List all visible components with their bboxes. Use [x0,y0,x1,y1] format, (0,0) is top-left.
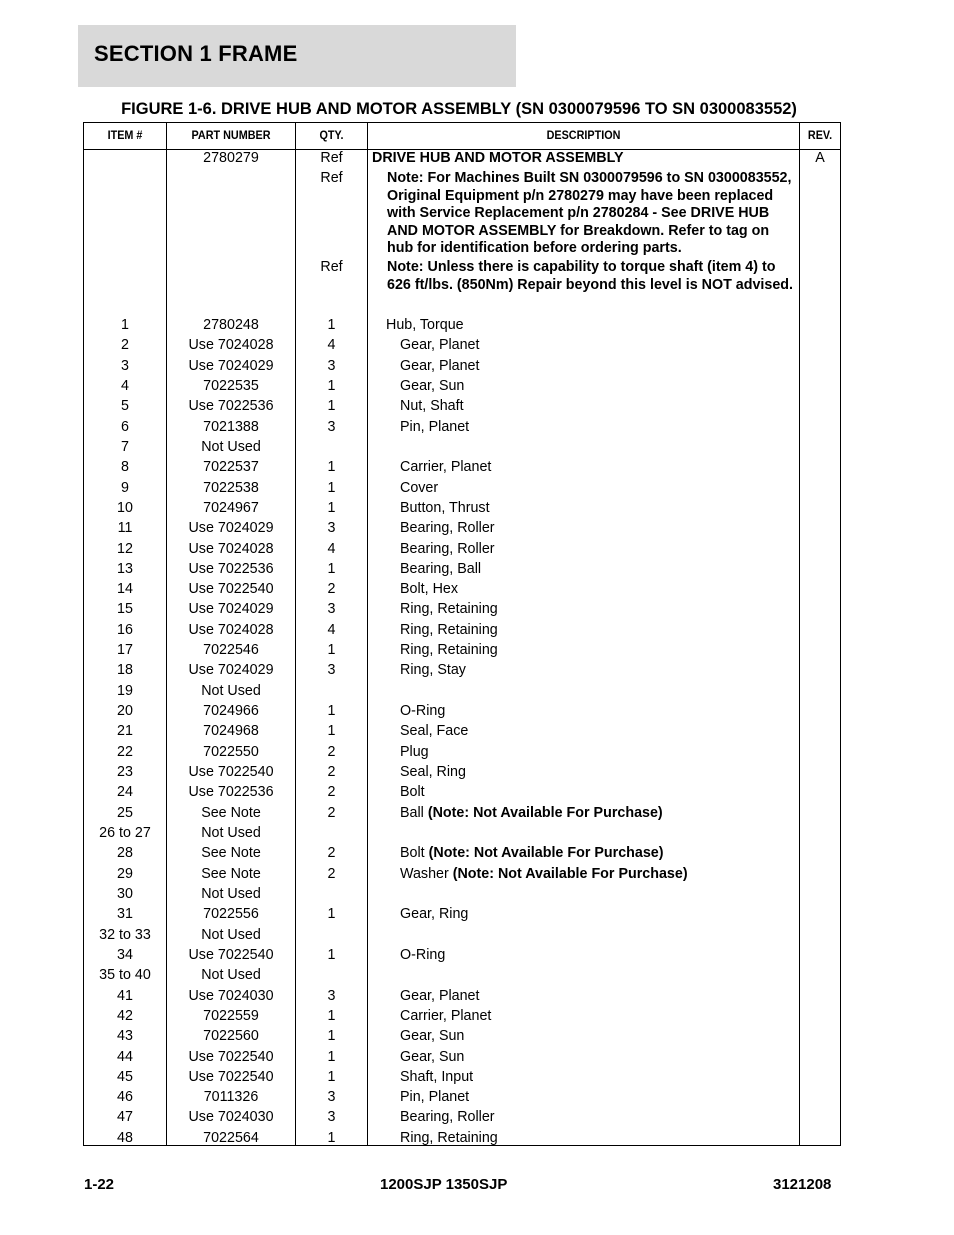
part-number: See Note [201,805,261,821]
description [400,723,822,741]
part-number: Use 7024028 [188,541,274,557]
part-number: Use 7024030 [188,1109,274,1125]
description [400,459,822,477]
description [386,317,808,335]
part-number: Not Used [201,439,261,455]
description [400,805,822,823]
quantity: 3 [327,601,336,617]
quantity: 1 [327,378,336,394]
part-number: 7024967 [203,500,259,516]
item-number: 1 [121,317,129,333]
description-text: Ring, Retaining [400,622,498,638]
description-text: Nut, Shaft [400,398,464,414]
item-number: 7 [121,439,129,455]
part-number: Use 7022540 [188,581,274,597]
section-banner [78,25,516,87]
part-number: 7022560 [203,1028,259,1044]
part-number: Not Used [201,927,261,943]
part-number: Use 7024029 [188,662,274,678]
part-number: 7022538 [203,480,259,496]
item-number: 26 to 27 [99,825,151,841]
description [400,358,822,376]
description-text: Plug [400,744,429,760]
description [400,601,822,619]
quantity: 3 [327,1109,336,1125]
description [400,561,822,579]
part-number: Not Used [201,825,261,841]
description-text: Carrier, Planet [400,1008,492,1024]
description [400,845,822,863]
item-number: 34 [117,947,133,963]
part-number: Use 7024030 [188,988,274,1004]
description-text: Gear, Planet [400,988,480,1004]
quantity: 4 [327,541,336,557]
part-number: Use 7022536 [188,561,274,577]
description-text: Pin, Planet [400,1089,470,1105]
item-number: 12 [117,541,133,557]
part-number: Use 7024028 [188,337,274,353]
part-number: 7022556 [203,906,259,922]
quantity: 2 [327,764,336,780]
description-text: Bearing, Ball [400,561,482,577]
assembly-qty: Ref [320,150,343,166]
header-rev: REV. [807,128,833,142]
item-number: 45 [117,1069,133,1085]
item-number: 2 [121,337,129,353]
part-number: Use 7022540 [188,947,274,963]
description-text: Ring, Retaining [400,601,498,617]
description [400,988,822,1006]
description [400,1109,822,1127]
item-number: 5 [121,398,129,414]
part-number: 7022564 [203,1130,259,1146]
quantity: 1 [327,1049,336,1065]
description-text: O-Ring [400,947,446,963]
item-number: 35 to 40 [99,967,151,983]
note-text: Note: Unless there is capability to torque shaft (item 4) to 626 ft/lbs. (850Nm) Repair beyond this level is NOT advised. [387,259,794,293]
description [400,378,822,396]
description-text: Cover [400,480,439,496]
description [400,1028,822,1046]
quantity: 1 [327,703,336,719]
description [400,1008,822,1026]
description-text: Ball [400,805,428,821]
quantity: 2 [327,784,336,800]
description [400,662,822,680]
item-number: 20 [117,703,133,719]
quantity: 1 [327,561,336,577]
description-text: Bearing, Roller [400,1109,495,1125]
item-number: 22 [117,744,133,760]
part-number: 2780248 [203,317,259,333]
part-number: See Note [201,845,261,861]
item-number: 18 [117,662,133,678]
part-number: Use 7024029 [188,520,274,536]
quantity: 1 [327,642,336,658]
note-text: Note: For Machines Built SN 0300079596 to SN 0300083552, Original Equipment p/n 2780279 may have been replaced with Service Replacement p/n 2780284 - See DRIVE HUB AND MOTOR ASSEMBLY for Breakdown. Refer to tag on hub for identification before ordering parts. [387,170,792,256]
item-number: 24 [117,784,133,800]
description-text: Gear, Ring [400,906,469,922]
item-number: 21 [117,723,133,739]
item-number: 8 [121,459,129,475]
description [400,398,822,416]
part-number: Use 7024028 [188,622,274,638]
figure-title: FIGURE 1-6. DRIVE HUB AND MOTOR ASSEMBLY (SN 0300079596 TO SN 0300083552) [121,100,797,118]
description [400,480,822,498]
description-text: Bearing, Roller [400,520,495,536]
description [400,337,822,355]
item-number: 29 [117,866,133,882]
item-number: 15 [117,601,133,617]
quantity: 3 [327,988,336,1004]
description-note: (Note: Not Available For Purchase) [452,866,688,882]
description [400,703,822,721]
description-text: Washer [400,866,453,882]
part-number: 7022559 [203,1008,259,1024]
part-number: 7024966 [203,703,259,719]
header-description: DESCRIPTION [546,128,621,142]
quantity: 1 [327,1130,336,1146]
part-number: Use 7022536 [188,784,274,800]
item-number: 14 [117,581,133,597]
item-number: 47 [117,1109,133,1125]
part-number: Use 7022536 [188,398,274,414]
description-text: Gear, Planet [400,337,480,353]
item-number: 9 [121,480,129,496]
quantity: 3 [327,662,336,678]
assembly-description: DRIVE HUB AND MOTOR ASSEMBLY [372,150,624,166]
description [400,520,822,538]
page-number: 1-22 [84,1176,115,1193]
item-number: 3 [121,358,129,374]
description [400,1069,822,1087]
item-number: 13 [117,561,133,577]
description [400,784,822,802]
quantity: 2 [327,866,336,882]
description [400,500,822,518]
quantity: 1 [327,480,336,496]
note-qty: Ref [320,259,343,275]
item-number: 17 [117,642,133,658]
part-number: 7022546 [203,642,259,658]
description-text: Gear, Planet [400,358,480,374]
item-number: 44 [117,1049,133,1065]
item-number: 25 [117,805,133,821]
item-number: 43 [117,1028,133,1044]
item-number: 11 [117,520,133,536]
description-text: Button, Thrust [400,500,490,516]
part-number: 7011326 [203,1089,259,1105]
description [400,866,822,884]
description-text: Seal, Face [400,723,469,739]
assembly-part-number: 2780279 [203,150,259,166]
description [400,744,822,762]
document-number: 3121208 [773,1176,832,1193]
part-number: Not Used [201,683,261,699]
quantity: 1 [327,947,336,963]
item-number: 4 [121,378,129,394]
description-text: Ring, Retaining [400,642,498,658]
description-text: Seal, Ring [400,764,466,780]
quantity: 3 [327,419,336,435]
part-number: 7022537 [203,459,259,475]
quantity: 4 [327,337,336,353]
header-item: ITEM # [107,128,143,142]
item-number: 42 [117,1008,133,1024]
description-text: Bolt [400,784,425,800]
description [400,541,822,559]
item-number: 19 [117,683,133,699]
item-number: 41 [117,988,133,1004]
part-number: Use 7022540 [188,1049,274,1065]
part-number: Use 7024029 [188,601,274,617]
quantity: 1 [327,1028,336,1044]
quantity: 3 [327,358,336,374]
description [400,581,822,599]
description-text: O-Ring [400,703,446,719]
section-title: SECTION 1 FRAME [94,41,298,66]
quantity: 3 [327,1089,336,1105]
quantity: 2 [327,845,336,861]
description-text: Ring, Stay [400,662,466,678]
description [400,947,822,965]
description-text: Hub, Torque [386,317,464,333]
quantity: 2 [327,744,336,760]
quantity: 1 [327,459,336,475]
description [400,1049,822,1067]
description [400,764,822,782]
quantity: 1 [327,1008,336,1024]
header-qty: QTY. [319,128,344,142]
item-number: 46 [117,1089,133,1105]
description-note: (Note: Not Available For Purchase) [427,805,663,821]
description [400,419,822,437]
description-text: Shaft, Input [400,1069,474,1085]
quantity: 2 [327,581,336,597]
quantity: 1 [327,500,336,516]
item-number: 32 to 33 [99,927,151,943]
item-number: 31 [117,906,133,922]
description-text: Gear, Sun [400,1049,465,1065]
part-number: Use 7024029 [188,358,274,374]
note-qty: Ref [320,170,343,186]
description-text: Ring, Retaining [400,1130,498,1146]
description [400,1089,822,1107]
description-text: Gear, Sun [400,378,465,394]
item-number: 23 [117,764,133,780]
part-number: Use 7022540 [188,764,274,780]
quantity: 1 [327,906,336,922]
assembly-rev: A [815,150,825,166]
quantity: 1 [327,317,336,333]
quantity: 1 [327,723,336,739]
description-text: Carrier, Planet [400,459,492,475]
item-number: 28 [117,845,133,861]
part-number: Use 7022540 [188,1069,274,1085]
description-text: Bolt, Hex [400,581,459,597]
part-number: See Note [201,866,261,882]
description-text: Bolt [400,845,429,861]
description-text: Bearing, Roller [400,541,495,557]
quantity: 4 [327,622,336,638]
item-number: 30 [117,886,133,902]
item-number: 6 [121,419,129,435]
model-numbers: 1200SJP 1350SJP [380,1176,508,1193]
description-text: Gear, Sun [400,1028,465,1044]
description [400,906,822,924]
part-number: 7022550 [203,744,259,760]
column-divider [367,123,368,1145]
item-number: 48 [117,1130,133,1146]
part-number: Not Used [201,886,261,902]
description [400,622,822,640]
quantity: 2 [327,805,336,821]
part-number: 7024968 [203,723,259,739]
quantity: 1 [327,398,336,414]
part-number: 7022535 [203,378,259,394]
description [400,642,822,660]
description [400,1130,822,1148]
quantity: 1 [327,1069,336,1085]
item-number: 10 [117,500,133,516]
header-part-number: PART NUMBER [191,128,271,142]
parts-table [83,122,841,1146]
part-number: Not Used [201,967,261,983]
item-number: 16 [117,622,133,638]
part-number: 7021388 [203,419,259,435]
quantity: 3 [327,520,336,536]
description-text: Pin, Planet [400,419,470,435]
description-note: (Note: Not Available For Purchase) [428,845,664,861]
